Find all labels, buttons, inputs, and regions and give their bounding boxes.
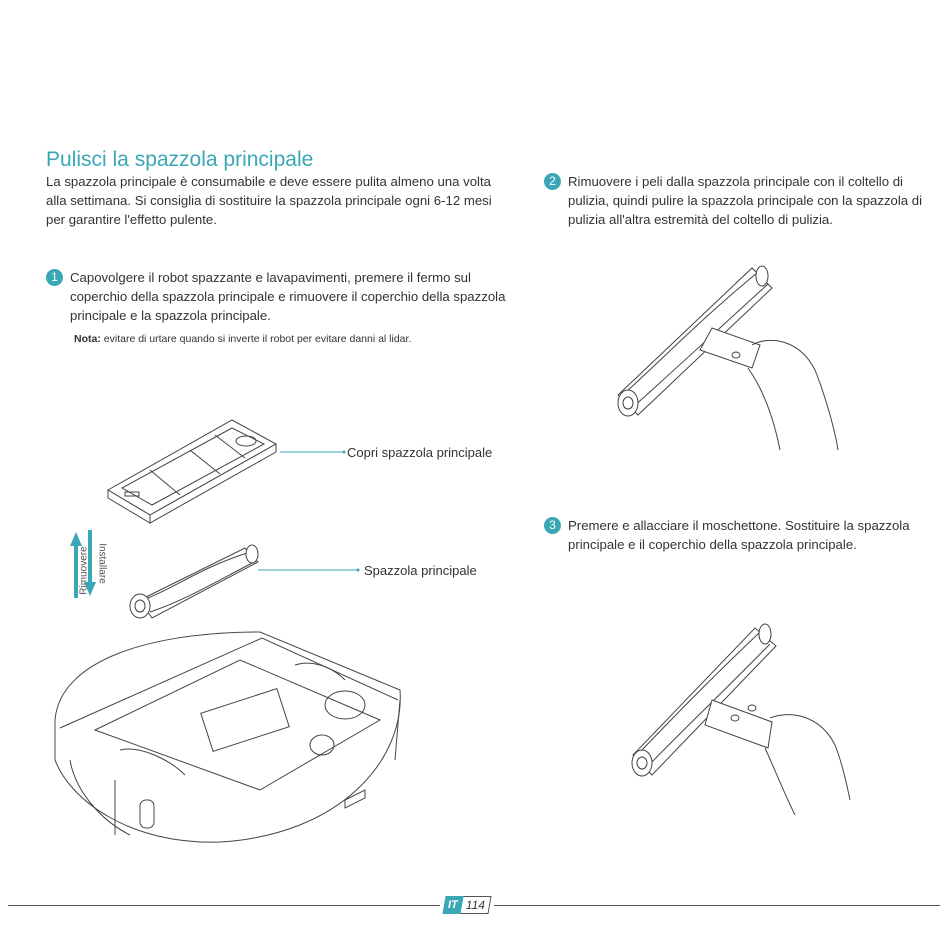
step-number-badge: 1 (46, 269, 63, 286)
main-brush-left (130, 545, 258, 618)
intro-paragraph: La spazzola principale è consumabile e deve essere pulita almeno una volta alla settimana. Si consiglia di sostituire la spazzola principale ogni 6-12 mesi per garantire l'effetto pulente. (46, 174, 492, 227)
page-number (440, 896, 494, 914)
note-label: Nota: (74, 333, 101, 345)
callout-cover-label: Copri spazzola principale (347, 445, 493, 460)
robot-vacuum-illustration (55, 632, 400, 842)
step-text: Rimuovere i peli dalla spazzola principale con il coltello di pulizia, quindi pulire la spazzola principale con la spazzola di pulizia all'altra estremità del coltello di pulizia. (568, 174, 923, 227)
language-badge: IT (442, 896, 463, 914)
brush-reassembly (632, 624, 850, 815)
step-number-badge: 3 (544, 517, 561, 534)
note-text: evitare di urtare quando si inverte il robot per evitare danni al lidar. (103, 333, 412, 345)
callout-brush-label: Spazzola principale (364, 563, 477, 578)
step-number-badge: 2 (544, 173, 561, 190)
step-text: Capovolgere il robot spazzante e lavapavimenti, premere il fermo sul coperchio della spazzola principale e rimuovere il coperchio della spazzola principale e la spazzola principale. (70, 270, 506, 323)
brush-with-cleaning-tool (618, 266, 838, 450)
remove-arrow-label: Rimuovere (78, 546, 90, 595)
page-number-value: 114 (460, 896, 491, 914)
install-arrow-label: Installare (96, 543, 108, 584)
step-text: Premere e allacciare il moschettone. Sostituire la spazzola principale e il coperchio della spazzola principale. (568, 518, 910, 552)
page-title: Pulisci la spazzola principale (46, 148, 314, 172)
